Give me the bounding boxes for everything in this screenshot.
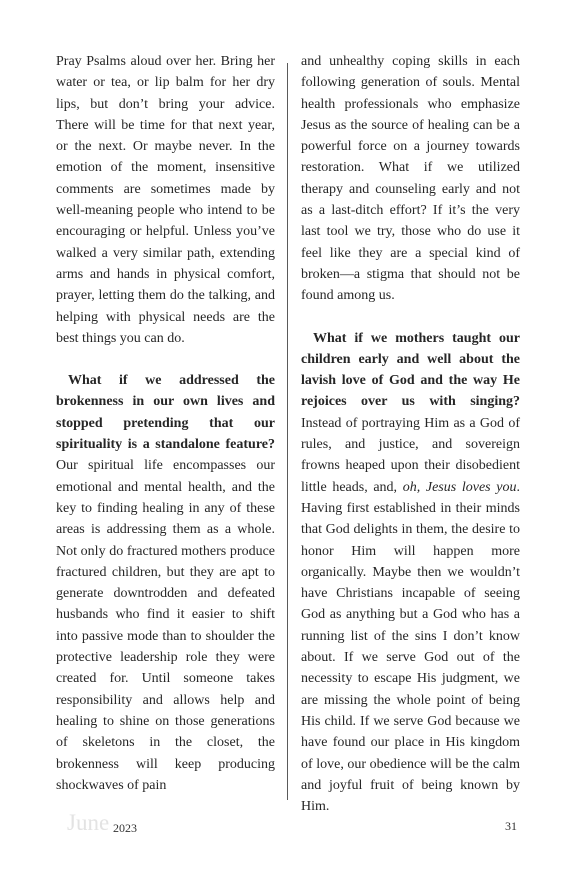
right-column <box>301 51 520 817</box>
paragraph-love-of-god-text-b: . Having first established in their minds that God delights in them, the desire to honor Him will happen more organically. Maybe then we wouldn’t have Christians incapable of seeing God as anything but a God who has a running list of the sins I don’t know about. If we serve God out of the necessity to escape His judgment, we are missing the whole point of being His child. If we serve God because we have found our place in His kingdom of love, our obedience will be the calm and joyful fruit of being known by Him. <box>301 479 520 815</box>
paragraph-love-of-god <box>301 328 520 818</box>
paragraph-visiting-advice: Pray Psalms aloud over her. Bring her water or tea, or lip balm for her dry lips, but don’t bring your advice. There will be time for that next year, or the next. Or maybe never. In the emotion of the moment, insensitive comments are sometimes made by well-meaning people who intend to be encouraging or helpful. Unless you’ve walked a very similar path, extending arms and hands in physical comfort, prayer, letting them do the talking, and helping with physical needs are the best things you can do. <box>56 54 275 346</box>
paragraph-brokenness-text: Our spiritual life encompasses our emotional and mental health, and the key to finding healing in any of these areas is addressing them as a whole. Not only do fractured mothers produce fractured children, but they are apt to generate downtrodden and defeated husbands who find it easier to shift into passive mode than to shoulder the protective leadership role they were created for. Until someone takes responsibility and allows help and healing to shine on those generations of skeletons in the closet, the brokenness will keep producing shockwaves of pain <box>56 458 275 793</box>
left-column <box>56 51 275 796</box>
column-divider <box>287 63 288 800</box>
paragraph-love-of-god-text-a: Instead of portraying Him as a God of rules, and justice, and sovereign frowns heaped upon their disobedient little heads, and, <box>301 415 520 495</box>
italic-phrase: oh, Jesus loves you <box>402 479 517 495</box>
bold-question-brokenness: What if we addressed the brokenness in our own lives and stopped pretending that our spirituality is a standalone feature? <box>56 373 275 453</box>
footer-year: 2023 <box>113 821 137 835</box>
paragraph-brokenness <box>56 370 275 796</box>
paragraph-coping-skills: and unhealthy coping skills in each following generation of souls. Mental health professionals who emphasize Jesus as the source of healing can be a powerful force on a journey towards restoration. What if we utilized therapy and counseling early and not as a last-ditch effort? If it’s the very last tool we try, those who do use it feel like they are a special kind of broken—a stigma that should not be found among us. <box>301 54 520 304</box>
bold-question-love-of-god: What if we mothers taught our children early and well about the lavish love of God and the way He rejoices over us with singing? <box>301 330 520 410</box>
page-number: 31 <box>505 819 517 833</box>
footer-month: June <box>67 810 110 835</box>
